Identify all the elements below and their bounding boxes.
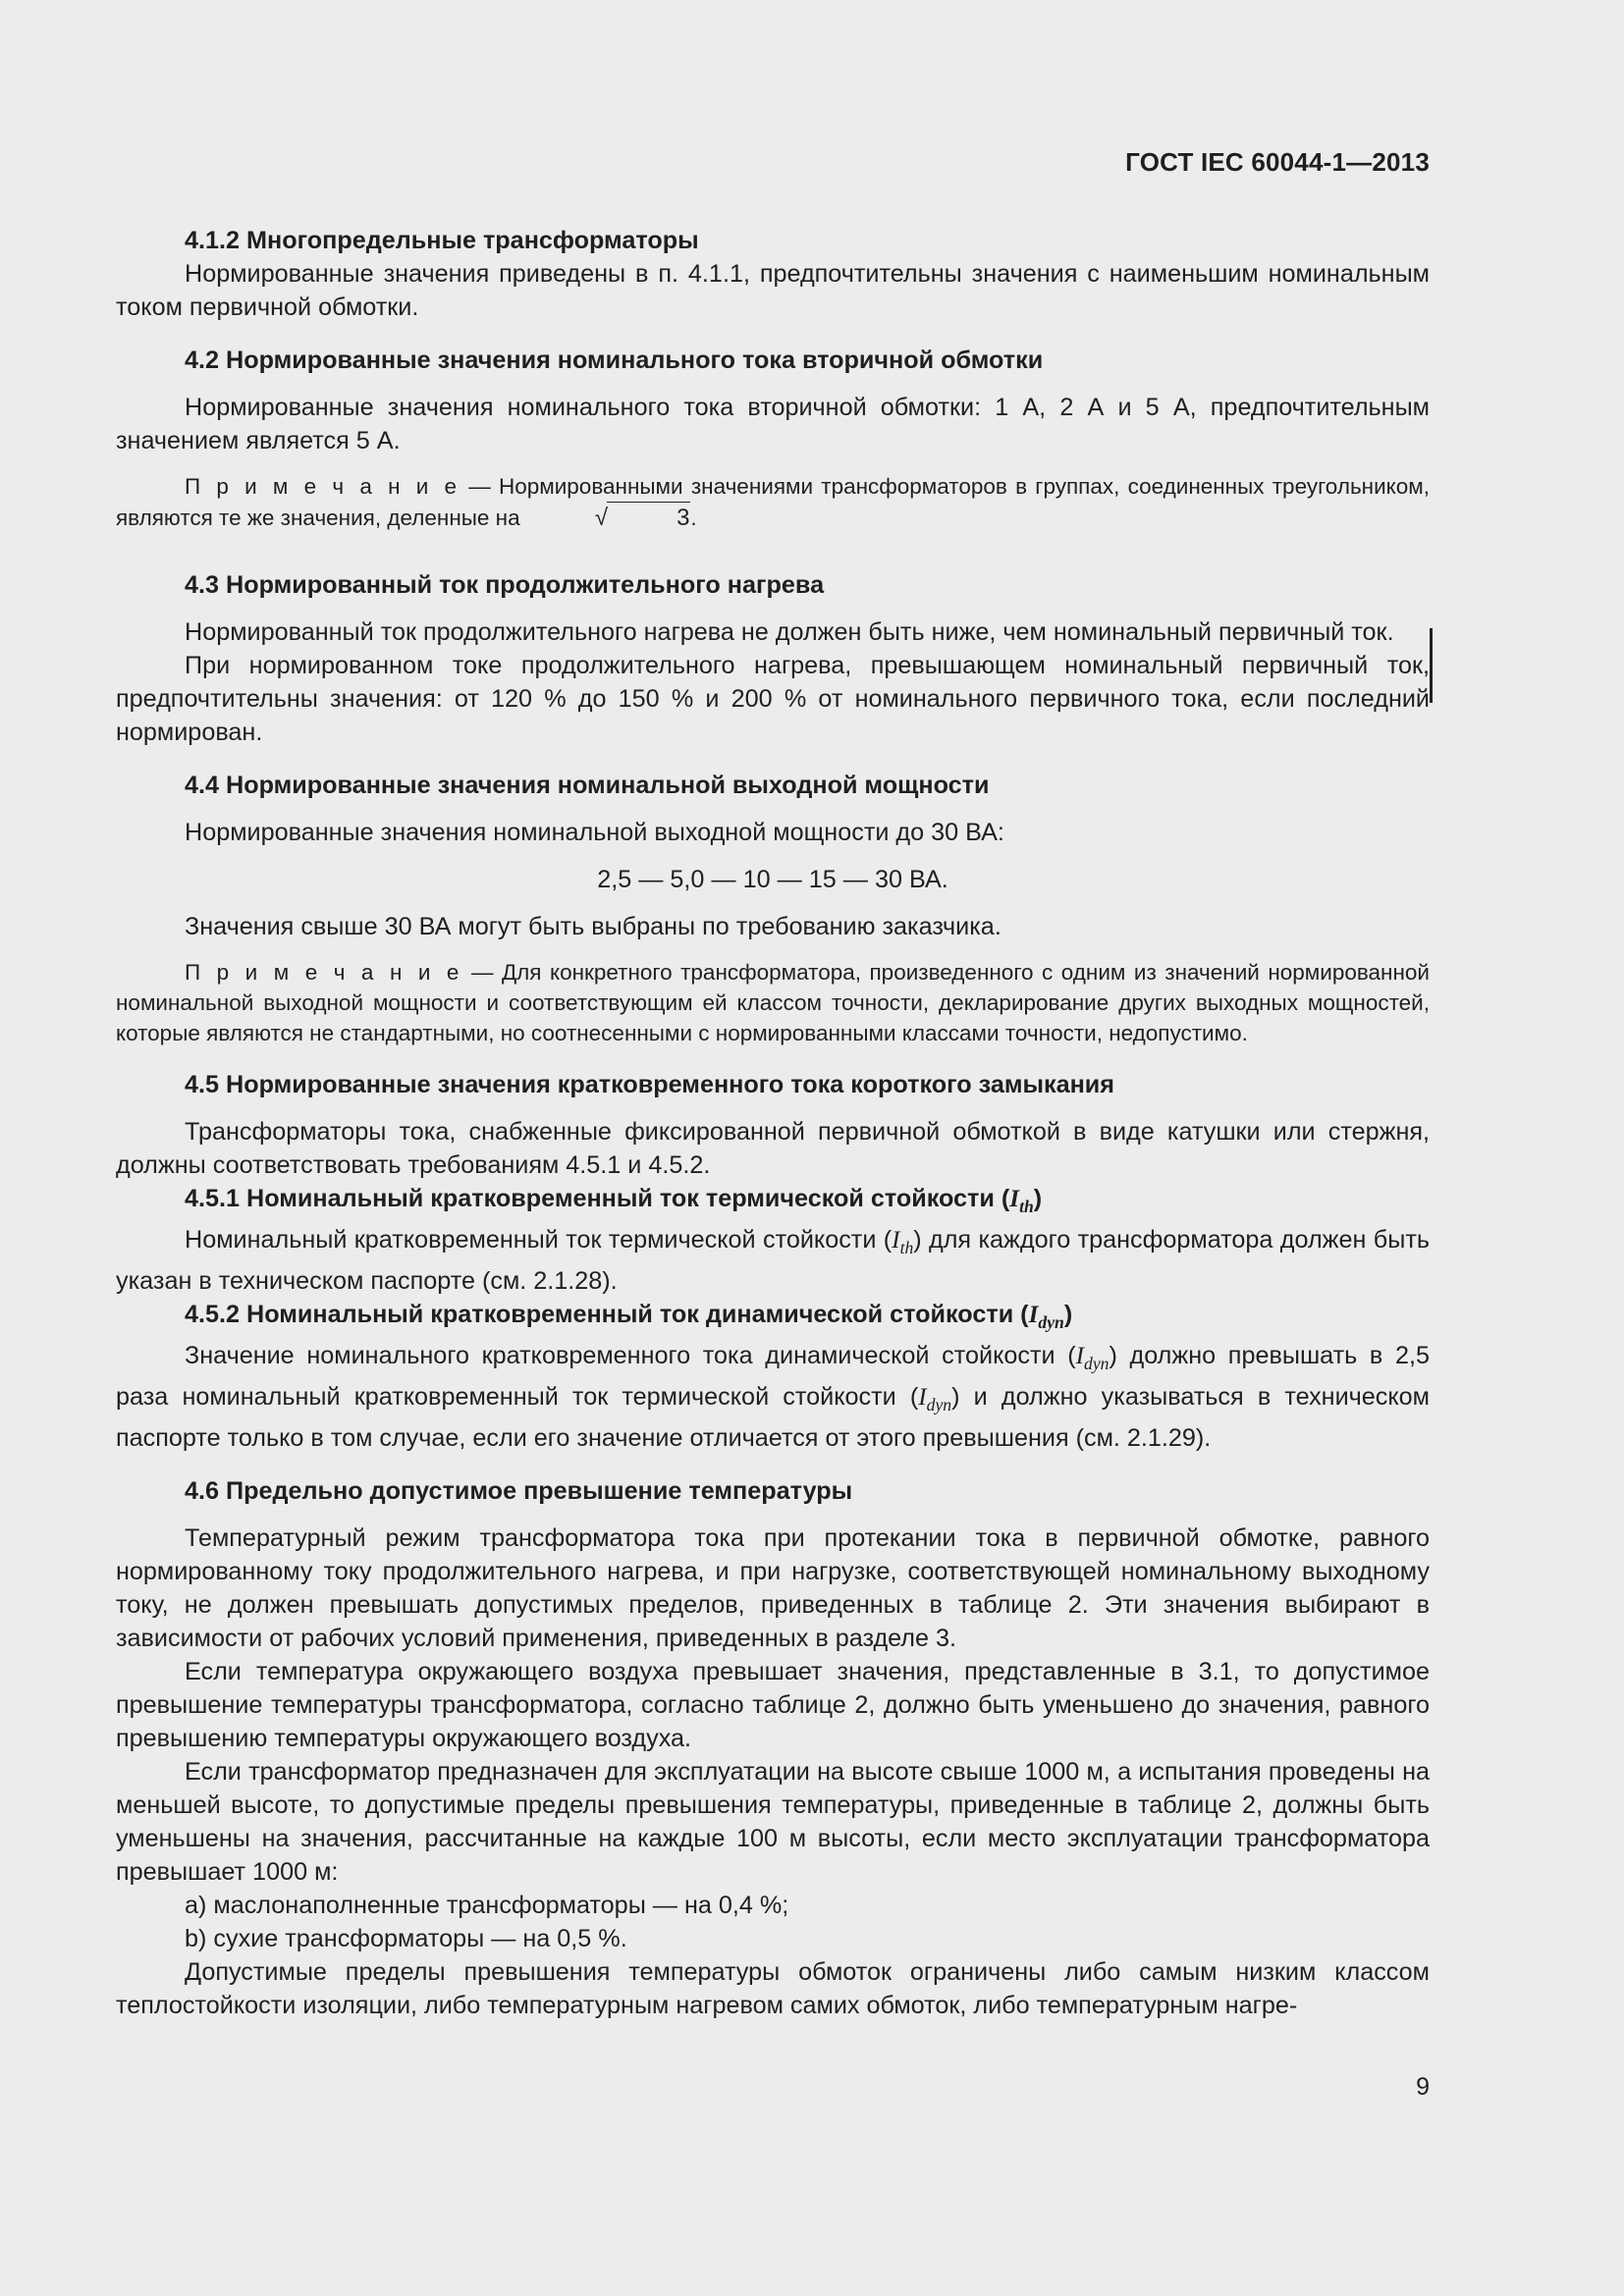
subscript-dyn: dyn: [926, 1395, 952, 1415]
symbol-i: I: [918, 1384, 927, 1412]
paragraph-4-2: Нормированные значения номинального тока вторичной обмотки: 1 А, 2 А и 5 А, предпочтительным значением является 5 А.: [116, 394, 1430, 454]
note-4-2: [116, 471, 1430, 533]
heading-4-4: 4.4 Нормированные значения номинальной выходной мощности: [185, 772, 990, 799]
paragraph-4-4-1: Нормированные значения номинальной выходной мощности до 30 ВА:: [185, 819, 1004, 846]
sqrt-symbol: √ 3: [526, 502, 691, 533]
heading-4-1-2: 4.1.2 Многопредельные трансформаторы: [185, 227, 699, 254]
subscript-th: th: [1019, 1197, 1034, 1217]
paragraph-4-5-2-c: ) и должно указываться в техническом паспорте только в том случае, если его значение отличается от этого превышения (см. 2.1.29).: [116, 1383, 1430, 1453]
power-values: 2,5 — 5,0 — 10 — 15 — 30 ВА.: [597, 866, 948, 893]
heading-4-5: 4.5 Нормированные значения кратковременного тока короткого замыкания: [185, 1071, 1114, 1098]
subscript-dyn: dyn: [1038, 1312, 1064, 1333]
heading-4-5-2-text: 4.5.2 Номинальный кратковременный ток динамической стойкости (: [185, 1301, 1029, 1329]
heading-4-5-1-text: 4.5.1 Номинальный кратковременный ток термической стойкости (: [185, 1185, 1010, 1212]
subscript-dyn: dyn: [1084, 1354, 1110, 1374]
sqrt-radicand: 3: [607, 502, 690, 533]
page-number: 9: [1416, 2073, 1430, 2101]
paragraph-4-5-2: [116, 1339, 1430, 1455]
note-end: .: [690, 506, 697, 530]
heading-4-5-2: [116, 1298, 1430, 1339]
note-text: — Для конкретного трансформатора, произведенного с одним из значений нормированной номинальной выходной мощности и соответствующим ей классом точности, декларирование других выходных мощностей, которые являются не стандартными, но соотнесенными с нормированными классами точности, недопустимо.: [116, 960, 1430, 1045]
symbol-i: I: [1075, 1343, 1085, 1370]
heading-4-2: 4.2 Нормированные значения номинального тока вторичной обмотки: [185, 347, 1044, 374]
paragraph-4-5-1-b: ) для каждого трансформатора должен быть указан в техническом паспорте (см. 2.1.28).: [116, 1226, 1430, 1296]
paragraph-4-5-1-a: Номинальный кратковременный ток термической стойкости (: [185, 1226, 893, 1255]
paragraph-4-1-2: Нормированные значения приведены в п. 4.1.1, предпочтительны значения с наименьшим номинальным током первичной обмотки.: [116, 260, 1430, 321]
list-item-b: b) сухие трансформаторы — на 0,5 %.: [185, 1925, 627, 1953]
paragraph-4-5-1: [116, 1223, 1430, 1298]
close-paren: ): [1063, 1301, 1073, 1329]
paragraph-4-6-3: Если трансформатор предназначен для эксплуатации на высоте свыше 1000 м, а испытания проведены на меньшей высоте, то допустимые пределы превышения температуры, приведенные в таблице 2, должны быть уменьшены на значения, рассчитанные на каждые 100 м высоты, если место эксплуатации трансформатора превышает 1000 м:: [116, 1758, 1430, 1887]
note-text: — Нормированными значениями трансформаторов в группах, соединенных треугольником, являются те же значения, деленные на: [116, 474, 1430, 530]
change-bar: [1430, 628, 1433, 703]
list-item-a: a) маслонаполненные трансформаторы — на 0,4 %;: [185, 1892, 789, 1920]
paragraph-4-3-2: При нормированном токе продолжительного нагрева, превышающем номинальный первичный ток, предпочтительны значения: от 120 % до 150 % и 200 % от номинального первичного тока, если последний нормирован.: [116, 652, 1430, 746]
paragraph-4-6-2: Если температура окружающего воздуха превышает значения, представленные в 3.1, то допустимое превышение температуры трансформатора, согласно таблице 2, должно быть уменьшено до значения, равного превышению температуры окружающего воздуха.: [116, 1658, 1430, 1753]
note-label: П р и м е ч а н и е: [185, 474, 461, 499]
paragraph-4-6-4: Допустимые пределы превышения температуры обмоток ограничены либо самым низким классом теплостойкости изоляции, либо температурным нагревом самих обмоток, либо температурным нагре-: [116, 1958, 1430, 2020]
note-4-4: [116, 957, 1430, 1048]
heading-4-3: 4.3 Нормированный ток продолжительного нагрева: [185, 571, 825, 599]
document-body: [116, 224, 1430, 2022]
note-label: П р и м е ч а н и е: [185, 960, 463, 985]
paragraph-4-5: Трансформаторы тока, снабженные фиксированной первичной обмоткой в виде катушки или стержня, должны соответствовать требованиям 4.5.1 и 4.5.2.: [116, 1118, 1430, 1179]
subscript-th: th: [899, 1238, 914, 1258]
paragraph-4-5-2-a: Значение номинального кратковременного тока динамической стойкости (: [185, 1342, 1076, 1370]
symbol-i: I: [1028, 1302, 1039, 1329]
heading-4-5-1: [116, 1182, 1430, 1223]
paragraph-4-4-2: Значения свыше 30 ВА могут быть выбраны по требованию заказчика.: [185, 913, 1001, 940]
paragraph-4-6-1: Температурный режим трансформатора тока при протекании тока в первичной обмотке, равного нормированному току продолжительного нагрева, и при нагрузке, соответствующей номинальному выходному току, не должен превышать допустимых пределов, приведенных в таблице 2. Эти значения выбирают в зависимости от рабочих условий применения, приведенных в разделе 3.: [116, 1524, 1430, 1653]
close-paren: ): [1033, 1185, 1043, 1212]
document-header: ГОСТ IEC 60044-1—2013: [1125, 147, 1430, 177]
heading-4-6: 4.6 Предельно допустимое превышение температуры: [185, 1477, 853, 1506]
paragraph-4-5-2-b: ) должно превышать в 2,5 раза номинальный кратковременный ток термической стойкости (: [116, 1342, 1430, 1412]
paragraph-4-3-1: Нормированный ток продолжительного нагрева не должен быть ниже, чем номинальный первичный ток.: [185, 618, 1394, 646]
symbol-i: I: [1009, 1186, 1020, 1212]
symbol-i: I: [892, 1227, 900, 1255]
